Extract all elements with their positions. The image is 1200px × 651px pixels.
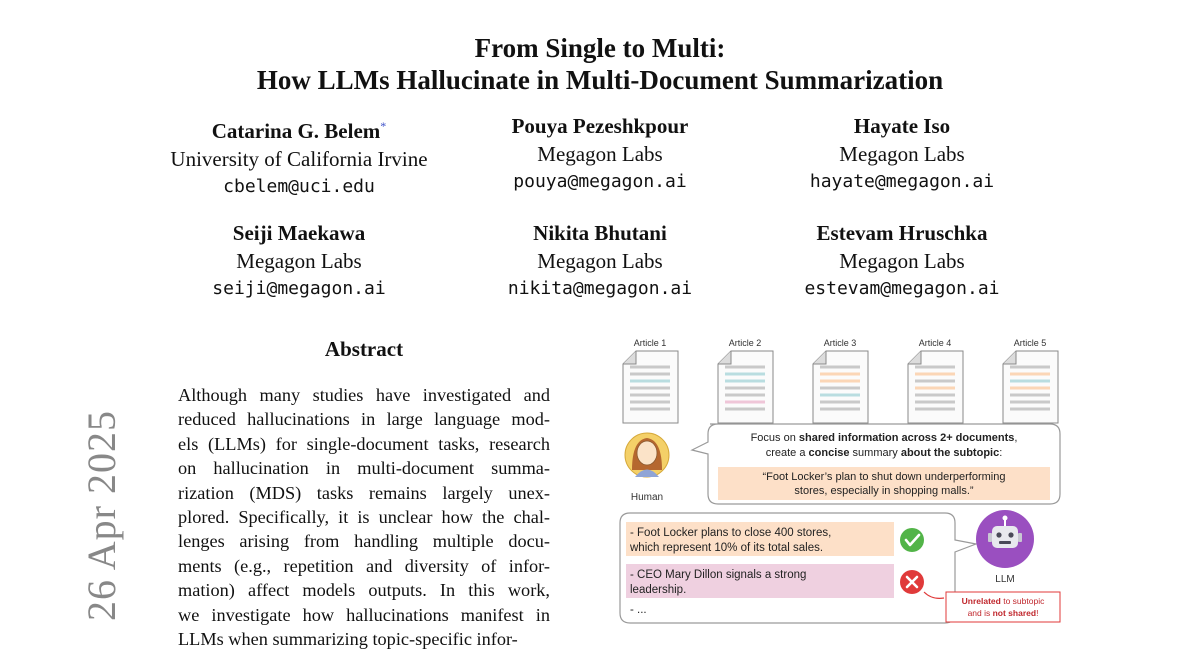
article-5	[1003, 338, 1058, 423]
author-block-3	[732, 112, 1072, 196]
abstract-line: reduced hallucinations in large language mod-	[178, 409, 550, 430]
note-line-2: and is not shared!	[967, 608, 1039, 618]
arxiv-date-stamp: 26 Apr 2025	[79, 410, 124, 621]
abstract-heading: Abstract	[324, 337, 404, 361]
article-label: Article 5	[1013, 338, 1047, 348]
prompt-quote-2: stores, especially in shopping malls.”	[794, 485, 974, 497]
author-name: Nikita Bhutani	[533, 221, 667, 245]
prompt-line-1: Focus on shared information across 2+ documents,	[750, 432, 1018, 444]
author-affiliation: Megagon Labs	[839, 142, 965, 166]
author-email[interactable]: seiji@megagon.ai	[212, 278, 386, 299]
author-name: Seiji Maekawa	[232, 221, 366, 245]
author-email[interactable]: cbelem@uci.edu	[223, 176, 375, 197]
author-block-5	[430, 219, 770, 303]
title-line-2: How LLMs Hallucinate in Multi-Document Summarization	[256, 65, 944, 95]
abstract-line: on hallucination in multi-document summa-	[178, 458, 550, 479]
abstract-line: ments (e.g., repetition and diversity of infor-	[178, 555, 550, 576]
prompt-quote-1: “Foot Locker’s plan to shut down underperforming	[762, 471, 1006, 483]
author-name: Hayate Iso	[853, 114, 951, 138]
prompt-line-2: create a concise summary about the subtopic:	[765, 447, 1003, 459]
author-name: Pouya Pezeshkpour	[511, 114, 689, 138]
author-email[interactable]: hayate@megagon.ai	[809, 171, 995, 192]
author-name: Estevam Hruschka	[816, 221, 988, 245]
figure-1	[610, 330, 1080, 648]
author-affiliation: Megagon Labs	[537, 249, 663, 273]
author-block-2	[430, 112, 770, 196]
author-affiliation: Megagon Labs	[839, 249, 965, 273]
abstract-line: Although many studies have investigated and	[178, 385, 550, 405]
response-item-1-line-1: - Foot Locker plans to close 400 stores,	[630, 527, 832, 539]
prompt-bubble	[692, 424, 1060, 504]
article-1	[623, 338, 678, 423]
abstract-body	[178, 383, 550, 651]
author-name: Catarina G. Belem*	[211, 119, 387, 143]
article-label: Article 1	[633, 338, 667, 348]
abstract-line: LLMs when summarizing topic-specific infor-	[178, 629, 518, 650]
author-affiliation: Megagon Labs	[236, 249, 362, 273]
article-label: Article 3	[823, 338, 857, 348]
author-email[interactable]: estevam@megagon.ai	[804, 278, 1000, 299]
check-icon	[900, 528, 924, 552]
response-item-1-line-2: which represent 10% of its total sales.	[630, 542, 824, 554]
paper-title	[0, 32, 1200, 96]
note-line-1: Unrelated to subtopic	[961, 596, 1045, 606]
cross-icon	[900, 570, 924, 594]
response-bubble	[620, 513, 976, 623]
author-email[interactable]: pouya@megagon.ai	[513, 171, 687, 192]
title-line-1: From Single to Multi:	[474, 33, 726, 63]
article-4	[908, 338, 963, 423]
abstract-line: els (LLMs) for single-document tasks, research	[178, 433, 550, 454]
article-label: Article 2	[728, 338, 762, 348]
abstract-line: plored. Specifically, it is unclear how the chal-	[178, 507, 550, 528]
author-affiliation: Megagon Labs	[537, 142, 663, 166]
llm-robot-icon	[976, 510, 1034, 585]
human-avatar-icon	[625, 433, 669, 503]
author-block-4	[129, 219, 469, 303]
author-affiliation: University of California Irvine	[170, 147, 428, 171]
author-block-6	[732, 219, 1072, 303]
abstract-line: mation) affect models outputs. In this work,	[178, 580, 550, 601]
author-email[interactable]: nikita@megagon.ai	[507, 278, 693, 299]
human-label: Human	[630, 492, 664, 503]
article-3	[813, 338, 868, 423]
llm-label: LLM	[995, 574, 1015, 585]
abstract-line: we investigate how hallucinations manifest in	[178, 604, 550, 625]
article-label: Article 4	[918, 338, 952, 348]
author-block-1	[129, 112, 469, 201]
abstract-line: lenges arising from handling multiple docu-	[178, 531, 550, 552]
response-item-3: - ...	[630, 604, 647, 616]
response-item-2-line-2: leadership.	[630, 584, 687, 596]
abstract-line: rization (MDS) tasks remains largely unex-	[178, 482, 550, 503]
article-2	[718, 338, 773, 423]
response-item-2-line-1: - CEO Mary Dillon signals a strong	[630, 569, 807, 581]
footnote-mark[interactable]: *	[380, 119, 387, 133]
